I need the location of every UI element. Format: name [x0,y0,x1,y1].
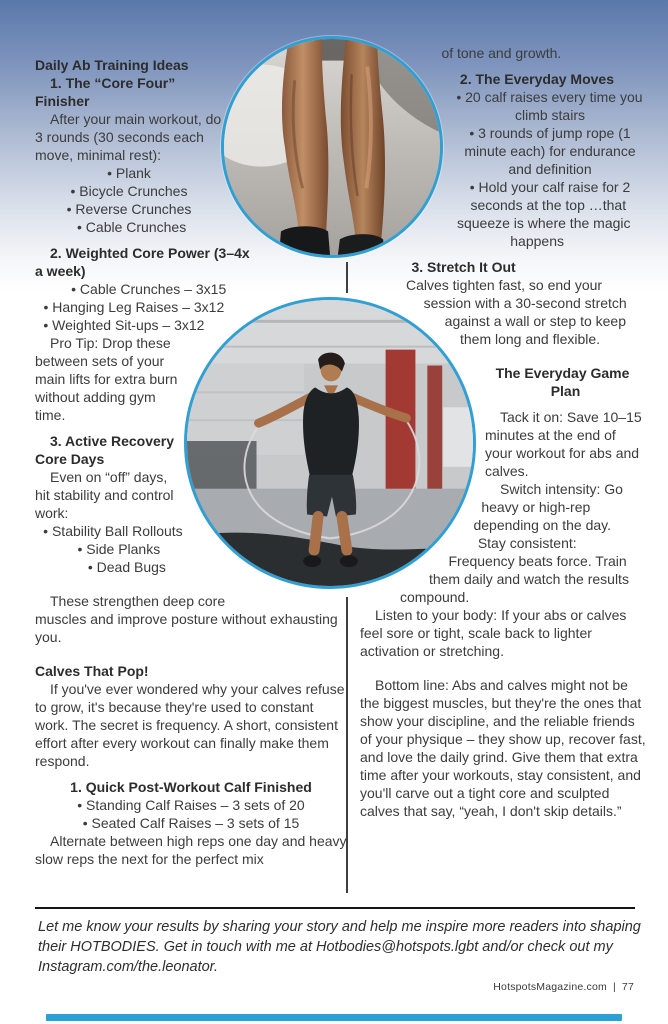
text-wrap-shape-calves [223,56,347,268]
plan-item: Stay consistent: Frequency beats force. Train them daily and watch the results compound. [399,535,629,605]
bullet-item: • Cable Crunches – 3x15 [71,281,227,297]
plan-item: Switch intensity: Go heavy or high-rep depending on the day. [473,481,623,533]
bullet-item: • Plank [107,165,151,181]
author-note: Let me know your results by sharing your story and help me inspire more readers into shaping their HOTBODIES. Get in touch with me at Hotbodies@hotspots.lgbt and/or check out my Instagram.com/the.leonator. [38,919,641,975]
calves-that-pop-heading: Calves That Pop! [35,663,149,679]
bullet-item: • Seated Calf Raises – 3 sets of 15 [82,815,300,831]
bottom-accent-bar [46,1014,622,1021]
bullet-item: • Weighted Sit-ups – 3x12 [43,317,205,333]
pro-tip: Pro Tip: Drop these between sets of your main lifts for extra burn without adding gym time. [35,335,178,423]
calf-finisher-heading: 1. Quick Post-Workout Calf Finished [70,779,312,795]
everyday-moves-heading: 2. The Everyday Moves [459,71,614,87]
plan-item: Tack it on: Save 10–15 minutes at the end of your workout for abs and calves. [485,409,642,479]
active-recovery-intro: Even on “off” days, hit stability and control work: [35,469,174,521]
core-four-heading: 1. The “Core Four” Finisher [35,75,176,109]
core-four-intro: After your main workout, do 3 rounds (30 seconds each move, minimal rest): [35,111,222,163]
bullet-item: • Standing Calf Raises – 3 sets of 20 [77,797,305,813]
article-title: Daily Ab Training Ideas [35,57,189,73]
bullet-item: • Dead Bugs [87,559,166,575]
bullet-item: • Stability Ball Rollouts [43,523,183,539]
bullet-item: • Hold your calf raise for 2 seconds at the top …that squeeze is where the magic happens [456,179,631,249]
bullet-item: • Bicycle Crunches [70,183,188,199]
plan-item: Listen to your body: If your abs or calves feel sore or tight, scale back to lighter activation or stretching. [360,607,627,659]
calf-finisher-list [35,796,347,832]
footer-divider [35,907,635,909]
game-plan-heading: The Everyday Game Plan [495,365,630,399]
text-wrap-shape-calves-right [360,44,454,269]
bullet-item: • 3 rounds of jump rope (1 minute each) for endurance and definition [464,125,636,177]
bottom-line: Bottom line: Abs and calves might not be the biggest muscles, but they're the ones that show your discipline, and the reliable friends of your physique – they show up, recover fast, and love the daily grind. Give them that extra time after your workouts, stay consistent, and you'll carve out a tight core and sculpted calves that say, “yeah, I don't skip details.” [360,677,646,819]
bullet-item: • Reverse Crunches [66,201,192,217]
weighted-core-heading: 2. Weighted Core Power (3–4x a week) [35,245,250,279]
active-recovery-heading: 3. Active Recovery Core Days [35,433,174,467]
core-outro: These strengthen deep core muscles and improve posture without exhausting you. [35,593,338,645]
calf-finisher-outro: Alternate between high reps one day and heavy slow reps the next for the perfect mix [35,833,347,867]
bullet-item: • 20 calf raises every time you climb stairs [456,89,643,123]
right-column [360,44,646,820]
page-number: 77 [621,981,634,993]
calves-intro: If you've ever wondered why your calves refuse to grow, it's because they're used to constant work. The secret is frequency. A short, consistent effort after every workout can finally make them respond. [35,681,345,769]
bullet-item: • Cable Crunches [77,219,187,235]
continued-text: of tone and growth. [441,45,562,61]
bullet-item: • Hanging Leg Raises – 3x12 [43,299,225,315]
stretch-heading: 3. Stretch It Out [411,259,516,275]
page-footer [493,981,634,993]
footer-separator: | [612,981,616,993]
magazine-site: HotspotsMagazine.com [493,981,607,993]
bullet-item: • Side Planks [77,541,161,557]
left-column [35,56,347,868]
stretch-body: Calves tighten fast, so end your session with a 30-second stretch against a wall or step to keep them long and flexible. [405,277,627,347]
